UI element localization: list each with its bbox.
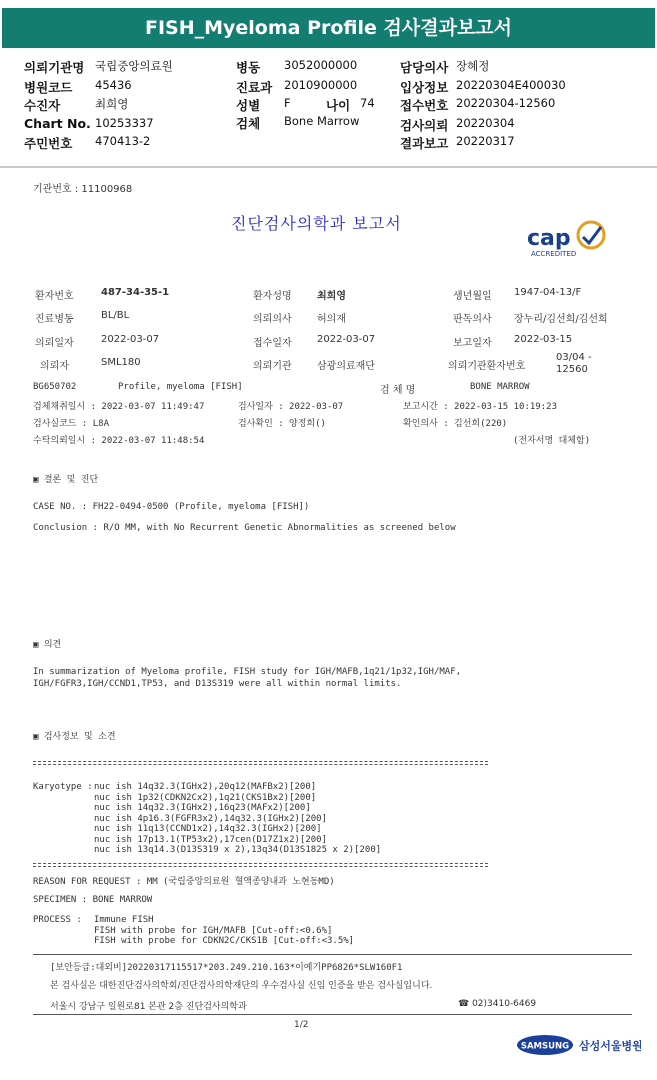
karyotype-label: Karyotype : bbox=[33, 782, 93, 792]
meta-report-time: 보고시간 : 2022-03-15 10:19:23 bbox=[403, 402, 557, 412]
meta-specimen-label: 검 체 명 bbox=[380, 385, 416, 396]
agency-number: 기관번호 : 11100968 bbox=[33, 184, 133, 195]
patient-label-agency-patient-no: 의뢰기관환자번호 bbox=[448, 361, 526, 372]
header-value-request-date: 20220304 bbox=[456, 116, 515, 130]
header-value-specimen: Bone Marrow bbox=[284, 114, 360, 128]
report-title: FISH_Myeloma Profile 검사결과보고서 bbox=[2, 8, 655, 48]
meta-confirm: 검사확인 : 양정희() bbox=[238, 419, 326, 429]
header-value-patient: 최희영 bbox=[95, 97, 129, 111]
patient-value-requester: SML180 bbox=[101, 357, 141, 368]
meta-esign: (전자서명 대체함) bbox=[513, 436, 591, 446]
patient-value-req-agency: 삼광의료재단 bbox=[317, 361, 375, 372]
divider-rule bbox=[33, 761, 488, 762]
header-label-agency: 의뢰기관명 bbox=[24, 60, 85, 75]
header-value-hospital-code: 45436 bbox=[95, 78, 132, 92]
patient-value-agency-patient-no: 03/04 - bbox=[556, 352, 592, 363]
patient-value-birth: 1947-04-13/F bbox=[514, 287, 582, 298]
karyotype-lines bbox=[94, 782, 381, 856]
header-value-receipt-no: 20220304-12560 bbox=[456, 96, 556, 110]
meta-code: BG650702 bbox=[33, 382, 77, 392]
header-label-hospital-code: 병원코드 bbox=[24, 80, 73, 95]
divider-rule bbox=[33, 764, 488, 765]
patient-label-name: 환자성명 bbox=[253, 291, 292, 302]
opinion-line-1: In summarization of Myeloma profile, FISH study for IGH/MAFB,1q21/1p32,IGH/MAF, bbox=[33, 667, 462, 677]
cap-logo-sub: ACCREDITED bbox=[531, 250, 577, 258]
meta-test-date: 검사일자 : 2022-03-07 bbox=[238, 402, 344, 412]
header-value-sex: F bbox=[284, 96, 291, 110]
header-label-age: 나이 bbox=[326, 98, 351, 113]
karyotype-line: nuc ish 17p13.1(TP53x2),17cen(D17Z1x2)[200] bbox=[94, 834, 327, 845]
header-label-report-date: 결과보고 bbox=[400, 136, 449, 151]
process-label: PROCESS : bbox=[33, 915, 82, 925]
patient-value-req-date: 2022-03-07 bbox=[101, 334, 160, 345]
patient-label-reader: 판독의사 bbox=[453, 314, 492, 325]
patient-label-req-date: 의뢰일자 bbox=[35, 338, 74, 349]
meta-specimen: BONE MARROW bbox=[470, 382, 530, 392]
divider-rule bbox=[33, 863, 488, 864]
header-value-report-date: 20220317 bbox=[456, 134, 515, 148]
header-label-doctor: 담당의사 bbox=[400, 60, 449, 75]
header-label-specimen: 검체 bbox=[236, 116, 261, 131]
header-label-chart-no: Chart No. bbox=[24, 116, 91, 131]
header-value-clinical-info: 20220304E400030 bbox=[456, 78, 566, 92]
patient-value-report-date: 2022-03-15 bbox=[514, 334, 573, 345]
patient-label-recv-date: 접수일자 bbox=[253, 338, 292, 349]
karyotype-line: nuc ish 1p32(CDKN2Cx2),1q21(CKS1Bx2)[200] bbox=[94, 792, 317, 803]
conclusion-text: Conclusion : R/O MM, with No Recurrent Genetic Abnormalities as screened below bbox=[33, 523, 456, 533]
patient-value-recv-date: 2022-03-07 bbox=[317, 334, 376, 345]
report-banner bbox=[0, 0, 657, 52]
karyotype-line: nuc ish 14q32.3(IGHx2),20q12(MAFBx2)[200] bbox=[94, 782, 317, 792]
header-label-clinical-info: 입상정보 bbox=[400, 80, 449, 95]
hospital-name-text: 삼성서울병원 bbox=[579, 1039, 641, 1053]
footer-rule bbox=[33, 954, 632, 955]
security-line: [보안등급:대외비]20220317115517*203.249.210.163*이예기PP6826*SLW160F1 bbox=[50, 963, 403, 973]
header-label-resident-no: 주민번호 bbox=[24, 136, 73, 151]
header-label-patient: 수진자 bbox=[24, 98, 61, 113]
case-number: CASE NO. : FH22-0494-0500 (Profile, myeloma [FISH]) bbox=[33, 502, 310, 512]
lab-address: 서울시 강남구 일원로81 본관 2층 진단검사의학과 bbox=[50, 1002, 247, 1012]
header-value-chart-no: 10253337 bbox=[95, 116, 154, 130]
header-label-ward: 병동 bbox=[236, 60, 261, 75]
patient-value-id: 487-34-35-1 bbox=[101, 287, 170, 298]
page-number: 1/2 bbox=[294, 1020, 309, 1030]
lab-phone: ☎ 02)3410-6469 bbox=[458, 999, 537, 1009]
divider-rule bbox=[33, 866, 488, 867]
header-value-department: 2010900000 bbox=[284, 78, 358, 92]
cap-accredited-logo bbox=[523, 215, 611, 261]
section-opinion-title: ▣ 의견 bbox=[33, 640, 62, 650]
header-value-resident-no: 470413-2 bbox=[95, 134, 151, 148]
header-label-department: 진료과 bbox=[236, 80, 273, 95]
header-divider bbox=[0, 166, 657, 168]
header-label-request-date: 검사의뢰 bbox=[400, 118, 449, 133]
patient-value-ward: BL/BL bbox=[101, 310, 130, 321]
section-info-title: ▣ 검사정보 및 소견 bbox=[33, 732, 116, 742]
patient-label-birth: 생년월일 bbox=[453, 291, 492, 302]
accreditation-notice: 본 검사실은 대한진단검사의학회/진단검사의학재단의 우수검사실 신임 인증을 받은 검사실입니다. bbox=[50, 981, 433, 991]
meta-room-code: 검사실코드 : L8A bbox=[33, 419, 109, 429]
samsung-hospital-logo bbox=[517, 1033, 641, 1057]
cap-logo-text: cap bbox=[527, 226, 571, 251]
document-title: 진단검사의학과 보고서 bbox=[231, 214, 402, 233]
header-value-doctor: 장혜정 bbox=[456, 59, 490, 73]
patient-label-report-date: 보고일자 bbox=[453, 338, 492, 349]
meta-test-name: Profile, myeloma [FISH] bbox=[118, 382, 243, 392]
meta-order-time: 수탁의뢰일시 : 2022-03-07 11:48:54 bbox=[33, 436, 205, 446]
process-lines bbox=[94, 915, 354, 947]
opinion-line-2: IGH/FGFR3,IGH/CCND1,TP53, and D13S319 were all within normal limits. bbox=[33, 679, 402, 689]
meta-confirm-doctor: 확인의사 : 김선희(220) bbox=[403, 419, 508, 429]
header-value-age: 74 bbox=[360, 96, 375, 110]
request-specimen: SPECIMEN : BONE MARROW bbox=[33, 895, 153, 905]
header-label-sex: 성별 bbox=[236, 98, 261, 113]
patient-label-req-agency: 의뢰기관 bbox=[253, 361, 292, 372]
patient-value-agency-patient-no-2: 12560 bbox=[556, 364, 588, 375]
header-label-receipt-no: 접수번호 bbox=[400, 98, 449, 113]
karyotype-line: nuc ish 11q13(CCND1x2),14q32.3(IGHx2)[200] bbox=[94, 824, 322, 834]
karyotype-line: nuc ish 14q32.3(IGHx2),16q23(MAFx2)[200] bbox=[94, 803, 311, 813]
section-conclusion-title: ▣ 결론 및 진단 bbox=[33, 475, 99, 485]
karyotype-line: nuc ish 13q14.3(D13S319 x 2),13q34(D13S1825 x 2)[200] bbox=[94, 845, 382, 855]
request-reason: REASON FOR REQUEST : MM (국립중앙의료원 혈액종양내과 노현동MD) bbox=[33, 877, 335, 887]
process-line: FISH with probe for IGH/MAFB [Cut-off:<0.6%] bbox=[94, 925, 333, 936]
patient-label-requester: 의뢰자 bbox=[40, 361, 69, 372]
patient-value-reader: 장누리/김선희/김선희 bbox=[514, 314, 608, 325]
header-value-ward: 3052000000 bbox=[284, 58, 358, 72]
process-line: FISH with probe for CDKN2C/CKS1B [Cut-off:<3.5%] bbox=[94, 936, 355, 946]
patient-label-id: 환자번호 bbox=[35, 291, 74, 302]
patient-label-ward: 진료병동 bbox=[35, 314, 74, 325]
meta-collect-time: 검체채취일시 : 2022-03-07 11:49:47 bbox=[33, 402, 205, 412]
header-value-agency: 국립중앙의료원 bbox=[95, 59, 173, 73]
karyotype-line: nuc ish 4p16.3(FGFR3x2),14q32.3(IGHx2)[200] bbox=[94, 813, 327, 824]
process-line: Immune FISH bbox=[94, 915, 154, 925]
patient-label-req-doctor: 의뢰의사 bbox=[253, 314, 292, 325]
footer-rule-bottom bbox=[33, 1014, 632, 1015]
samsung-brand-text: SAMSUNG bbox=[520, 1041, 570, 1052]
header-info bbox=[0, 52, 657, 166]
patient-value-name: 최희영 bbox=[317, 291, 346, 302]
patient-value-req-doctor: 허의재 bbox=[317, 314, 346, 325]
